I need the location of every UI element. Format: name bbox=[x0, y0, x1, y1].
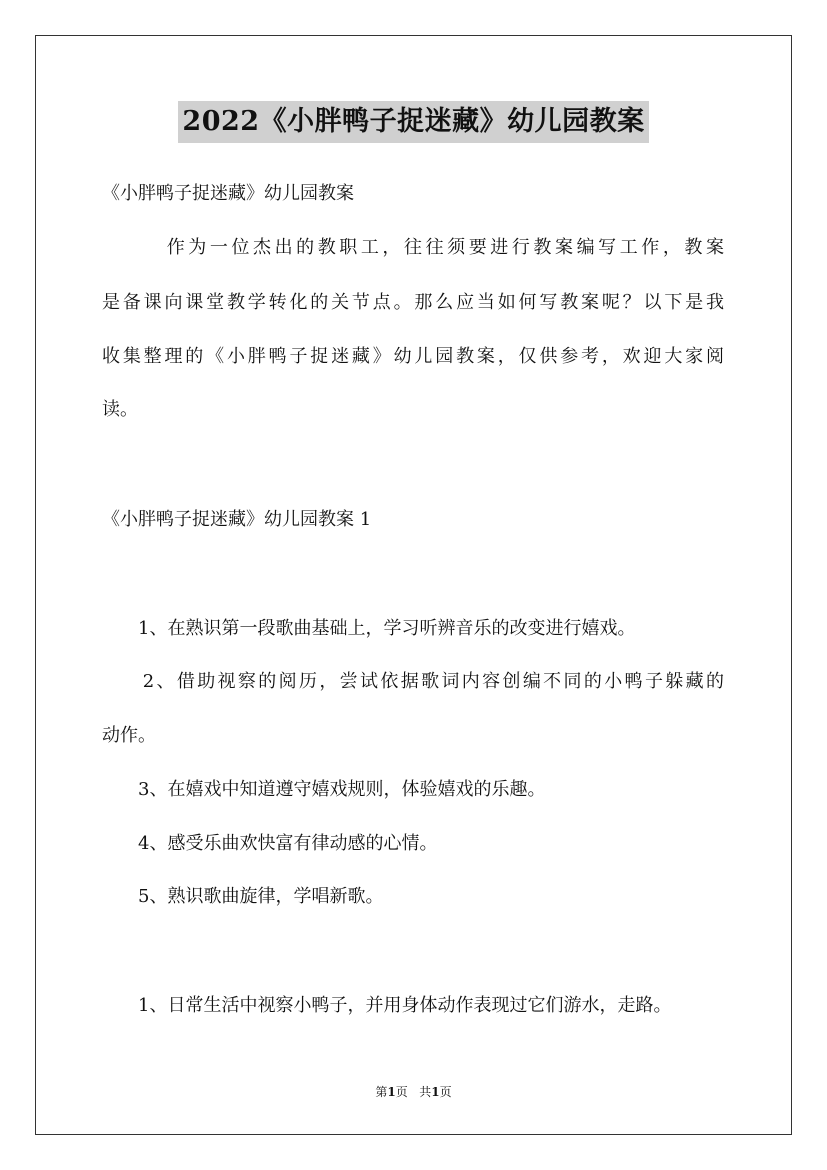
intro-line-3: 收集整理的《小胖鸭子捉迷藏》幼儿园教案，仅供参考，欢迎大家阅 bbox=[102, 346, 724, 367]
section-heading: 《小胖鸭子捉迷藏》幼儿园教案 1 bbox=[102, 509, 372, 530]
goal-3: 3、在嬉戏中知道遵守嬉戏规则，体验嬉戏的乐趣。 bbox=[102, 779, 546, 800]
footer-total-prefix: 共 bbox=[419, 1085, 432, 1099]
footer-total-number: 1 bbox=[431, 1085, 440, 1099]
footer-page-suffix: 页 bbox=[395, 1085, 408, 1099]
intro-line-1: 作为一位杰出的教职工，往往须要进行教案编写工作，教案 bbox=[102, 237, 724, 258]
prep-1: 1、日常生活中视察小鸭子，并用身体动作表现过它们游水，走路。 bbox=[102, 995, 672, 1016]
goal-4: 4、感受乐曲欢快富有律动感的心情。 bbox=[102, 833, 438, 854]
intro-line-2: 是备课向课堂教学转化的关节点。那么应当如何写教案呢？以下是我 bbox=[102, 292, 724, 313]
intro-line-4: 读。 bbox=[102, 399, 138, 420]
document-title: 2022《小胖鸭子捉迷藏》幼儿园教案 bbox=[178, 101, 648, 143]
footer-page-prefix: 第 bbox=[375, 1085, 388, 1099]
goal-1: 1、在熟识第一段歌曲基础上，学习听辨音乐的改变进行嬉戏。 bbox=[102, 618, 636, 639]
document-title-wrap bbox=[0, 101, 827, 143]
page-footer bbox=[0, 1084, 827, 1100]
footer-total-suffix: 页 bbox=[439, 1085, 452, 1099]
goal-2-line-2: 动作。 bbox=[102, 725, 156, 746]
goal-2-line-1: 2、借助视察的阅历，尝试依据歌词内容创编不同的小鸭子躲藏的 bbox=[102, 671, 724, 692]
goal-5: 5、熟识歌曲旋律，学唱新歌。 bbox=[102, 886, 384, 907]
footer-page-number: 1 bbox=[387, 1085, 396, 1099]
document-subtitle: 《小胖鸭子捉迷藏》幼儿园教案 bbox=[102, 183, 354, 204]
